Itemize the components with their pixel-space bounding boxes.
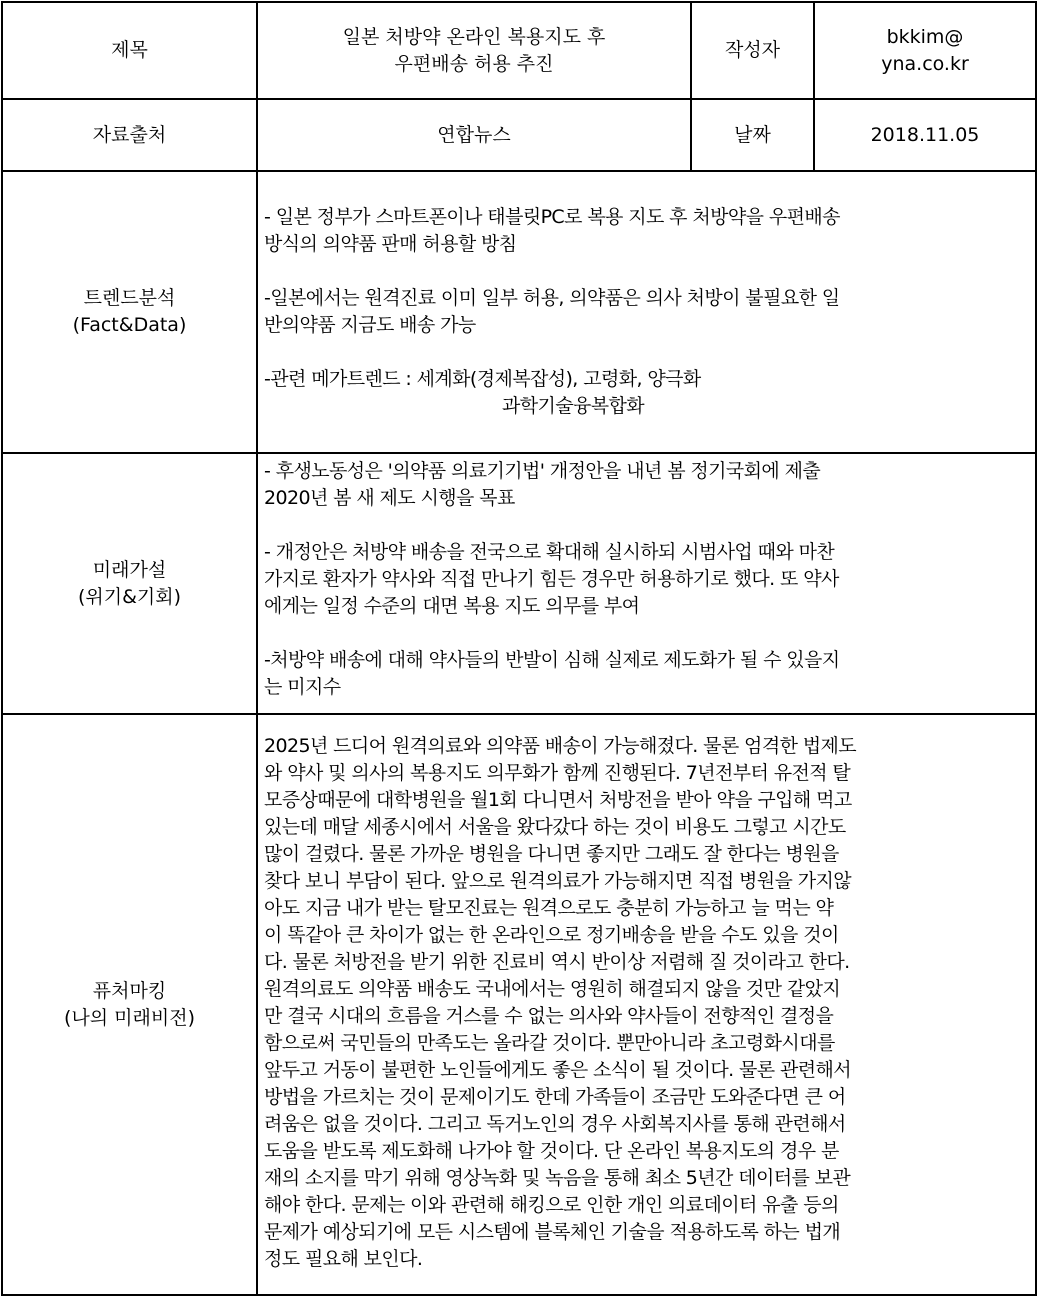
marking-line: 있는데 매달 세종시에서 서울을 왔다갔다 하는 것이 비용도 그렇고 시간도 [264, 816, 846, 838]
trend-label [2, 171, 257, 453]
date-label: 날짜 [691, 99, 814, 171]
marking-line: 이 똑같아 큰 차이가 없는 한 온라인으로 정기배송을 받을 수도 있을 것이 [264, 924, 839, 946]
marking-line: 앞두고 거동이 불편한 노인들에게도 좋은 소식이 될 것이다. 물론 관련해서 [264, 1059, 852, 1081]
future-line: 2020년 봄 새 제도 시행을 목표 [264, 487, 515, 509]
title-label: 제목 [2, 2, 257, 99]
marking-line: 도움을 받도록 제도화해 나가야 할 것이다. 단 온라인 복용지도의 경우 분 [264, 1140, 839, 1162]
author-line: bkkim@ [886, 25, 964, 48]
report-table [1, 1, 1037, 1296]
marking-line: 문제가 예상되기에 모든 시스템에 블록체인 기술을 적용하도록 하는 법개 [264, 1221, 841, 1243]
marking-line: 정도 필요해 보인다. [264, 1248, 423, 1270]
marking-line: 만 결국 시대의 흐름을 거스를 수 없는 의사와 약사들이 전향적인 결정을 [264, 1005, 834, 1027]
marking-line: 재의 소지를 막기 위해 영상녹화 및 녹음을 통해 최소 5년간 데이터를 보관 [264, 1167, 851, 1189]
future-line: 는 미지수 [264, 676, 341, 698]
title-line: 우편배송 허용 추진 [394, 52, 554, 75]
trend-line: 과학기술융복합화 [502, 395, 645, 417]
trend-label-line: 트렌드분석 [83, 287, 176, 309]
future-line: - 후생노동성은 '의약품 의료기기법' 개정안을 내년 봄 정기국회에 제출 [264, 460, 821, 482]
future-line: -처방약 배송에 대해 약사들의 반발이 심해 실제로 제도화가 될 수 있을지 [264, 649, 840, 671]
trend-line: 반의약품 지금도 배송 가능 [264, 314, 476, 336]
title-row [2, 2, 1036, 99]
trend-content [257, 171, 1036, 453]
future-line: - 개정안은 처방약 배송을 전국으로 확대해 실시하되 시범사업 때와 마찬 [264, 541, 835, 563]
trend-line: - 일본 정부가 스마트폰이나 태블릿PC로 복용 지도 후 처방약을 우편배송 [264, 206, 840, 228]
marking-label-line: (나의 미래비전) [64, 1006, 195, 1029]
date-value: 2018.11.05 [814, 99, 1036, 171]
marking-line: 찾다 보니 부담이 된다. 앞으로 원격의료가 가능해지면 직접 병원을 가지않 [264, 870, 852, 892]
future-line: 에게는 일정 수준의 대면 복용 지도 의무를 부여 [264, 595, 640, 617]
marking-content [257, 714, 1036, 1295]
marking-line: 원격의료도 의약품 배송도 국내에서는 영원히 해결되지 않을 것만 같았지 [264, 978, 841, 1000]
marking-label [2, 714, 257, 1295]
future-label [2, 453, 257, 714]
trend-line: -일본에서는 원격진료 이미 일부 허용, 의약품은 의사 처방이 불필요한 일 [264, 287, 840, 309]
marking-row [2, 714, 1036, 1295]
source-label: 자료출처 [2, 99, 257, 171]
future-label-line: (위기&기회) [77, 585, 182, 608]
author-label: 작성자 [691, 2, 814, 99]
title-value [257, 2, 691, 99]
source-value: 연합뉴스 [257, 99, 691, 171]
future-line: 가지로 환자가 약사와 직접 만나기 힘든 경우만 허용하기로 했다. 또 약사 [264, 568, 839, 590]
marking-line: 려움은 없을 것이다. 그리고 독거노인의 경우 사회복지사를 통해 관련해서 [264, 1113, 846, 1135]
marking-label-line: 퓨처마킹 [92, 979, 167, 1002]
trend-row [2, 171, 1036, 453]
marking-line: 2025년 드디어 원격의료와 의약품 배송이 가능해졌다. 물론 엄격한 법제도 [264, 735, 857, 757]
trend-line: -관련 메가트렌드 : 세계화(경제복잡성), 고령화, 양극화 [264, 368, 701, 390]
marking-line: 다. 물론 처방전을 받기 위한 진료비 역시 반이상 저렴해 질 것이라고 한다. [264, 951, 850, 973]
future-label-line: 미래가설 [92, 558, 167, 581]
author-line: yna.co.kr [881, 52, 969, 75]
marking-line: 해야 한다. 문제는 이와 관련해 해킹으로 인한 개인 의료데이터 유출 등의 [264, 1194, 839, 1216]
trend-label-line: (Fact&Data) [72, 314, 187, 336]
trend-line: 방식의 의약품 판매 허용할 방침 [264, 233, 517, 255]
marking-line: 많이 걸렸다. 물론 가까운 병원을 다니면 좋지만 그래도 잘 한다는 병원을 [264, 843, 839, 865]
marking-line: 아도 지금 내가 받는 탈모진료는 원격으로도 충분히 가능하고 늘 먹는 약 [264, 897, 834, 919]
future-row [2, 453, 1036, 714]
marking-line: 와 약사 및 의사의 복용지도 의무화가 함께 진행된다. 7년전부터 유전적 탈 [264, 762, 851, 784]
marking-line: 함으로써 국민들의 만족도는 올라갈 것이다. 뿐만아니라 초고령화시대를 [264, 1032, 835, 1054]
marking-line: 모증상때문에 대학병원을 월1회 다니면서 처방전을 받아 약을 구입해 먹고 [264, 789, 852, 811]
source-row [2, 99, 1036, 171]
marking-line: 방법을 가르치는 것이 문제이기도 한데 가족들이 조금만 도와준다면 큰 어 [264, 1086, 846, 1108]
author-value [814, 2, 1036, 99]
title-line: 일본 처방약 온라인 복용지도 후 [342, 25, 606, 48]
future-content [257, 453, 1036, 714]
